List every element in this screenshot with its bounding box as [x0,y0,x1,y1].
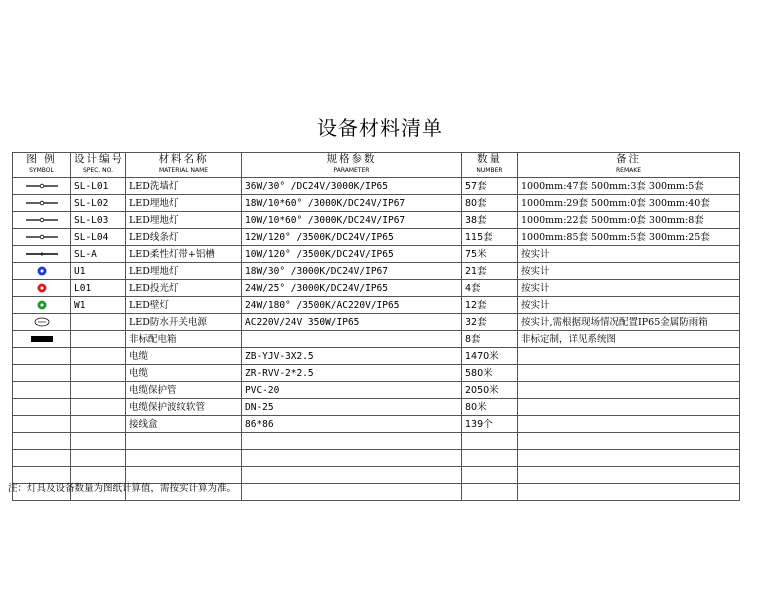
number-cell [462,433,518,450]
table-row [13,195,740,212]
spec-no-cell: SL-L01 [71,178,126,195]
table-row [13,416,740,433]
material-name-cell: 接线盒 [126,416,242,433]
material-name-cell: LED防水开关电源 [126,314,242,331]
table-row [13,280,740,297]
material-name-cell: 电缆 [126,365,242,382]
spec-no-cell: SL-A [71,246,126,263]
strip-line-icon [24,249,60,260]
remark-cell [518,399,740,416]
table-row [13,314,740,331]
parameter-cell: 24W/25° /3000K/DC24V/IP65 [242,280,462,297]
remark-cell: 按实计 [518,246,740,263]
remark-cell [518,365,740,382]
parameter-cell [242,331,462,348]
spec-no-cell [71,416,126,433]
symbol-cell [13,229,71,246]
symbol-cell [13,348,71,365]
material-name-cell: LED壁灯 [126,297,242,314]
remark-cell [518,382,740,399]
material-name-cell [126,433,242,450]
green-dot-icon [36,300,48,311]
symbol-cell [13,263,71,280]
symbol-cell [13,399,71,416]
symbol-cell [13,331,71,348]
number-cell [462,467,518,484]
number-cell: 80米 [462,399,518,416]
symbol-cell [13,450,71,467]
symbol-cell [13,382,71,399]
table-row [13,433,740,450]
spec-no-cell [71,450,126,467]
material-name-cell: LED线条灯 [126,229,242,246]
table-row [13,297,740,314]
number-cell: 12套 [462,297,518,314]
table-row [13,229,740,246]
parameter-cell: 24W/180° /3500K/AC220V/IP65 [242,297,462,314]
header-spec-no: 设计编号 SPEC. NO. [71,153,126,178]
remark-cell: 按实计 [518,263,740,280]
material-name-cell: 电缆保护波纹软管 [126,399,242,416]
spec-no-cell [71,433,126,450]
number-cell: 75米 [462,246,518,263]
linear-fixture-icon [24,232,60,243]
remark-cell [518,416,740,433]
spec-no-cell [71,399,126,416]
spec-no-cell [71,348,126,365]
remark-cell: 非标定制，详见系统图 [518,331,740,348]
table-row [13,382,740,399]
symbol-cell [13,178,71,195]
parameter-cell: 18W/10*60° /3000K/DC24V/IP67 [242,195,462,212]
material-name-cell: 非标配电箱 [126,331,242,348]
equipment-material-table [12,152,740,501]
parameter-cell: 10W/120° /3500K/DC24V/IP65 [242,246,462,263]
footnote: 注：灯具及设备数量为图纸计算值，需按实计算为准。 [8,483,237,494]
material-name-cell: LED埋地灯 [126,263,242,280]
number-cell: 115套 [462,229,518,246]
table-row [13,450,740,467]
spec-no-cell: U1 [71,263,126,280]
parameter-cell: ZB-YJV-3X2.5 [242,348,462,365]
table-row [13,212,740,229]
number-cell: 80套 [462,195,518,212]
remark-cell [518,467,740,484]
parameter-cell: DN-25 [242,399,462,416]
spec-no-cell [71,365,126,382]
spec-no-cell: SL-L02 [71,195,126,212]
table-row [13,331,740,348]
remark-cell: 按实计 [518,280,740,297]
spec-no-cell [71,382,126,399]
number-cell: 8套 [462,331,518,348]
material-name-cell: LED投光灯 [126,280,242,297]
table-row [13,348,740,365]
linear-fixture-icon [24,181,60,192]
number-cell: 57套 [462,178,518,195]
table-row [13,263,740,280]
remark-cell: 按实计 [518,297,740,314]
remark-cell [518,348,740,365]
number-cell [462,450,518,467]
remark-cell: 1000mm:22套 500mm:0套 300mm:8套 [518,212,740,229]
number-cell: 2050米 [462,382,518,399]
spec-no-cell [71,314,126,331]
symbol-cell [13,280,71,297]
parameter-cell [242,467,462,484]
number-cell [462,484,518,501]
material-name-cell: LED埋地灯 [126,212,242,229]
material-name-cell: 电缆保护管 [126,382,242,399]
number-cell: 4套 [462,280,518,297]
spec-no-cell [71,331,126,348]
blue-dot-icon [36,266,48,277]
linear-fixture-icon [24,215,60,226]
symbol-cell [13,433,71,450]
spec-no-cell: L01 [71,280,126,297]
remark-cell: 1000mm:85套 500mm:5套 300mm:25套 [518,229,740,246]
number-cell: 580米 [462,365,518,382]
table-row [13,399,740,416]
parameter-cell: 86*86 [242,416,462,433]
parameter-cell: 36W/30° /DC24V/3000K/IP65 [242,178,462,195]
symbol-cell [13,195,71,212]
parameter-cell [242,450,462,467]
symbol-cell [13,416,71,433]
header-remake: 备注 REMAKE [518,153,740,178]
number-cell: 32套 [462,314,518,331]
parameter-cell [242,433,462,450]
remark-cell [518,484,740,501]
red-dot-icon [36,283,48,294]
symbol-cell [13,314,71,331]
spec-no-cell: SL-L04 [71,229,126,246]
linear-fixture-icon [24,198,60,209]
remark-cell: 1000mm:29套 500mm:0套 300mm:40套 [518,195,740,212]
material-name-cell: LED洗墙灯 [126,178,242,195]
remark-cell [518,433,740,450]
spec-no-cell: SL-L03 [71,212,126,229]
table-row [13,246,740,263]
symbol-cell [13,212,71,229]
parameter-cell: 12W/120° /3500K/DC24V/IP65 [242,229,462,246]
material-name-cell: LED埋地灯 [126,195,242,212]
parameter-cell [242,484,462,501]
header-material-name: 材料名称 MATERIAL NAME [126,153,242,178]
number-cell: 139个 [462,416,518,433]
symbol-cell [13,246,71,263]
number-cell: 21套 [462,263,518,280]
number-cell: 38套 [462,212,518,229]
symbol-cell [13,365,71,382]
table-row [13,365,740,382]
material-name-cell: LED柔性灯带+铝槽 [126,246,242,263]
power-supply-icon [34,317,50,328]
table-row [13,178,740,195]
remark-cell: 按实计,需根据现场情况配置IP65金属防雨箱 [518,314,740,331]
distribution-box-icon [30,334,54,345]
parameter-cell: PVC-20 [242,382,462,399]
header-symbol: 图 例 SYMBOL [13,153,71,178]
parameter-cell: ZR-RVV-2*2.5 [242,365,462,382]
material-name-cell [126,450,242,467]
parameter-cell: AC220V/24V 350W/IP65 [242,314,462,331]
header-number: 数量 NUMBER [462,153,518,178]
parameter-cell: 10W/10*60° /3000K/DC24V/IP67 [242,212,462,229]
symbol-cell [13,297,71,314]
remark-cell [518,450,740,467]
page-title: 设备材料清单 [317,116,443,140]
remark-cell: 1000mm:47套 500mm:3套 300mm:5套 [518,178,740,195]
number-cell: 1470米 [462,348,518,365]
material-name-cell: 电缆 [126,348,242,365]
parameter-cell: 18W/30° /3000K/DC24V/IP67 [242,263,462,280]
spec-no-cell: W1 [71,297,126,314]
header-parameter: 规格参数 PARAMETER [242,153,462,178]
table-header-row [13,153,740,178]
